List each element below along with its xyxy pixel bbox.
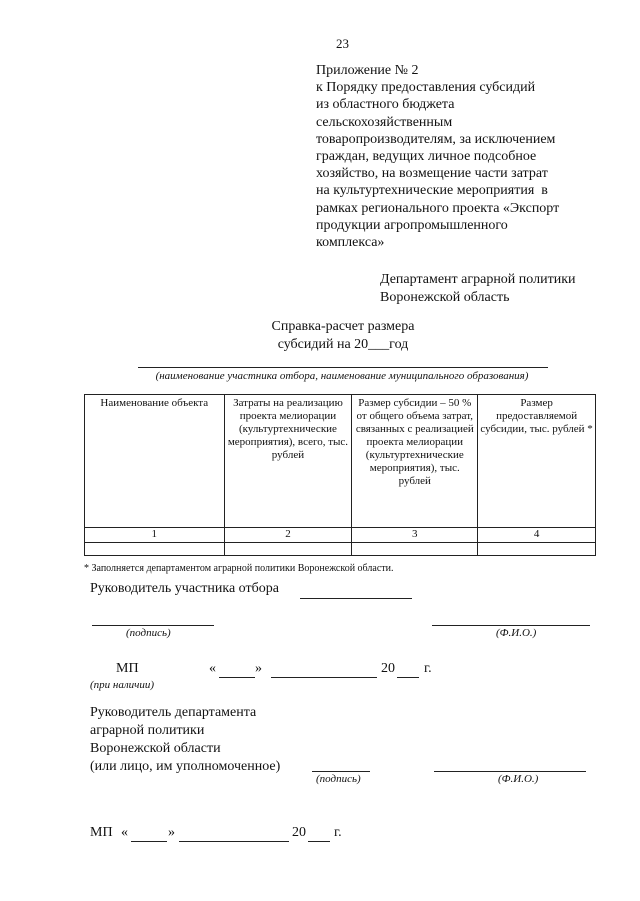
department-fio-caption: (Ф.И.О.) <box>498 773 539 785</box>
table-number-cell: 4 <box>478 528 596 543</box>
date-year-prefix: 20 <box>381 661 395 676</box>
appendix-header <box>316 62 606 251</box>
final-date-year-prefix: 20 <box>292 825 306 840</box>
date-day-blank <box>219 677 255 678</box>
date-open-quote: « <box>209 661 216 676</box>
final-date-year-suffix: г. <box>334 825 342 840</box>
date-month-blank <box>271 677 377 678</box>
table-header-cell: Наименование объекта <box>85 395 225 528</box>
department-line: Департамент аграрной политики <box>380 272 576 287</box>
department-head-block <box>90 704 280 776</box>
table-header-cell: Размер субсидии – 50 % от общего объема затрат, связанных с реализацией проекта мелиорации (культуртехнические мероприятия), тыс. рублей <box>352 395 478 528</box>
department-head-line: Воронежской области <box>90 741 221 756</box>
appendix-line: товаропроизводителям, за исключением <box>316 131 556 147</box>
table-header-row <box>85 395 596 528</box>
appendix-line: хозяйство, на возмещение части затрат <box>316 166 548 182</box>
final-date-close-quote: » <box>168 825 175 840</box>
table-cell <box>85 543 225 556</box>
page-number: 23 <box>336 36 349 51</box>
date-year-suffix: г. <box>424 661 432 676</box>
table-row <box>85 543 596 556</box>
department-head-line: Руководитель департамента <box>90 705 257 720</box>
title-line: Справка-расчет размера <box>271 319 415 334</box>
participant-signature-line <box>92 625 214 626</box>
appendix-line: на культуртехнические мероприятия в <box>316 183 548 199</box>
stamp-if-present-caption: (при наличии) <box>90 679 155 691</box>
appendix-line: рамках регионального проекта «Экспорт <box>316 200 560 216</box>
final-date-open-quote: « <box>121 825 128 840</box>
participant-fio-caption: (Ф.И.О.) <box>496 627 537 639</box>
appendix-line: из областного бюджета <box>316 97 455 113</box>
participant-head-label: Руководитель участника отбора <box>90 581 279 596</box>
appendix-line: комплекса» <box>316 235 385 251</box>
table-number-cell: 1 <box>85 528 225 543</box>
department-line: Воронежской область <box>380 290 510 305</box>
final-stamp-label: МП <box>90 825 113 840</box>
department-head-line: аграрной политики <box>90 723 205 738</box>
table-header-cell: Размер предоставляемой субсидии, тыс. рублей * <box>478 395 596 528</box>
title-line: субсидий на 20___год <box>277 337 409 352</box>
participant-stamp-label: МП <box>116 661 139 676</box>
appendix-line: к Порядку предоставления субсидий <box>316 80 536 96</box>
participant-fio-line <box>432 625 590 626</box>
date-year-blank <box>397 677 419 678</box>
table-header-cell: Затраты на реализацию проекта мелиорации (культуртехнические мероприятия), всего, тыс. рублей <box>224 395 352 528</box>
table-cell <box>478 543 596 556</box>
document-title <box>200 318 486 354</box>
table-cell <box>224 543 352 556</box>
date-close-quote: » <box>255 661 262 676</box>
appendix-line: граждан, ведущих личное подсобное <box>316 149 537 165</box>
participant-head-blank <box>300 598 412 599</box>
table-number-cell: 3 <box>352 528 478 543</box>
footnote: * Заполняется департаментом аграрной политики Воронежской области. <box>84 563 394 574</box>
final-date-year-blank <box>308 841 330 842</box>
appendix-line: Приложение № 2 <box>316 63 419 78</box>
final-date-month-blank <box>179 841 289 842</box>
subsidy-table <box>84 394 596 556</box>
table-number-row <box>85 528 596 543</box>
final-date-day-blank <box>131 841 167 842</box>
department-head-line: (или лицо, им уполномоченное) <box>90 759 281 774</box>
appendix-line: продукции агропромышленного <box>316 217 508 233</box>
department-fio-line <box>434 771 586 772</box>
participant-name-caption: (наименование участника отбора, наименование муниципального образования) <box>155 370 529 382</box>
participant-signature-caption: (подпись) <box>126 627 171 639</box>
department-address <box>380 271 576 307</box>
participant-name-line <box>138 367 548 368</box>
appendix-line: сельскохозяйственным <box>316 114 453 130</box>
department-signature-line <box>312 771 370 772</box>
table-number-cell: 2 <box>224 528 352 543</box>
department-signature-caption: (подпись) <box>316 773 361 785</box>
table-cell <box>352 543 478 556</box>
